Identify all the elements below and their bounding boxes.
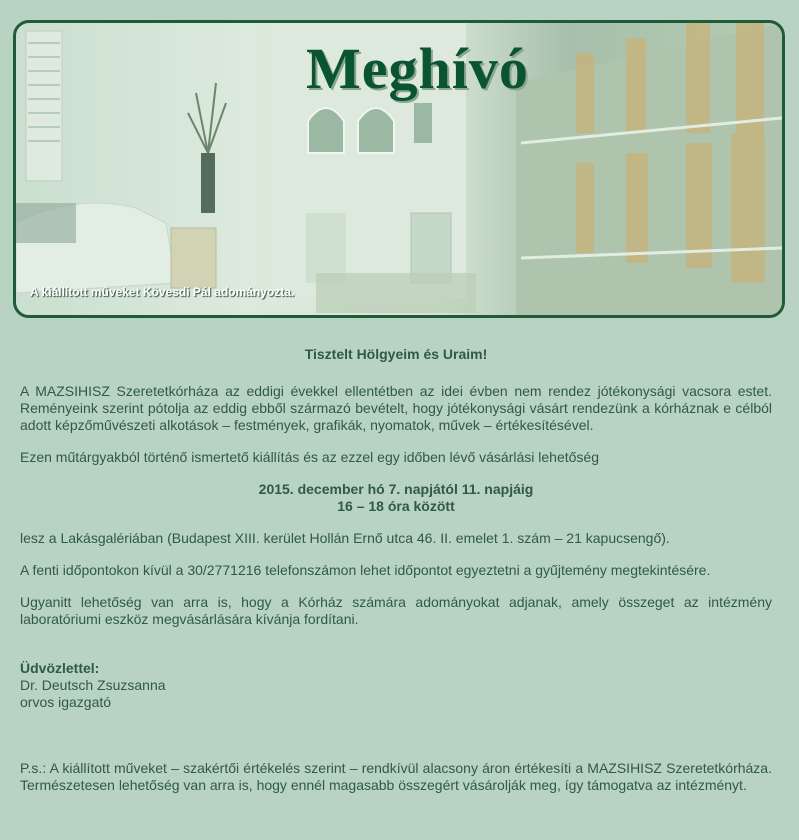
paragraph-exhibition: Ezen műtárgyakból történő ismertető kiállítás és az ezzel egy időben lévő vásárlási lehetőség [20, 449, 599, 465]
letter-body [20, 346, 772, 794]
salutation: Tisztelt Hölgyeim és Uraim! [304, 346, 488, 362]
header-banner [13, 20, 785, 318]
banner-title: Meghívó [306, 36, 529, 101]
date-line: 2015. december hó 7. napjától 11. napjáig [258, 481, 534, 497]
signer-title: orvos igazgató [20, 694, 112, 710]
paragraph-intro: A MAZSIHISZ Szeretetkórháza az eddigi évekkel ellentétben az idei évben nem rendez jótékonysági vacsora estet. Reményeink szerint pótolja az eddig ebből származó bevételt, hogy jótékonysági vásárt rendezünk a kórháznak e célból adott képzőművészeti alkotások – festmények, grafikák, nyomatok, művek – értékesítésével. [20, 383, 772, 433]
postscript: P.s.: A kiállított műveket – szakértői értékelés szerint – rendkívül alacsony áron értékesíti a MAZSIHISZ Szeretetkórháza. Természetesen lehetőség van arra is, hogy ennél magasabb összegért vásárolják meg, így támogatva az intézményt. [20, 760, 772, 793]
banner-caption: A kiállított műveket Kövesdi Pál adományozta. [30, 285, 295, 299]
time-line: 16 – 18 óra között [337, 498, 455, 514]
paragraph-donation: Ugyanitt lehetőség van arra is, hogy a Kórház számára adományokat adjanak, amely összeget az intézmény laboratóriumi eszköz megvásárlására kívánja fordítani. [20, 594, 772, 627]
closing: Üdvözlettel: [20, 660, 100, 676]
paragraph-phone: A fenti időpontokon kívül a 30/2771216 telefonszámon lehet időpontot egyeztetni a gyűjtemény megtekintésére. [20, 562, 711, 578]
signer-name: Dr. Deutsch Zsuzsanna [20, 677, 166, 693]
paragraph-venue: lesz a Lakásgalériában (Budapest XIII. kerület Hollán Ernő utca 46. II. emelet 1. szám – 21 kapucsengő). [20, 530, 670, 546]
